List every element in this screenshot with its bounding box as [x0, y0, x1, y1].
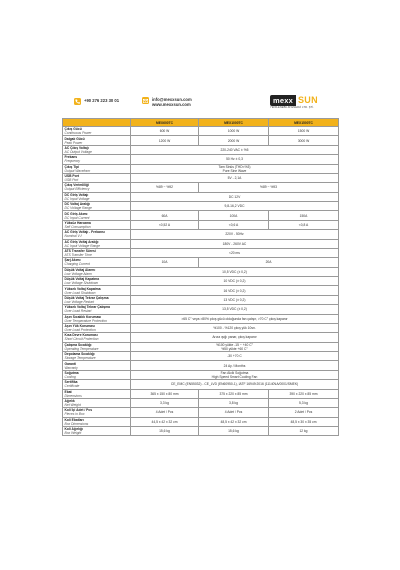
spec-value: <0,8 A: [269, 220, 339, 229]
spec-value: %100 yükte -15 ~ +40 C° %50 yükte +60 C°: [131, 342, 339, 351]
spec-label-en: Net Weight: [64, 403, 81, 408]
spec-value: Tam Sinüs (THD<%3) Pure Sine Wave: [131, 164, 339, 173]
spec-row: [63, 183, 339, 192]
spec-row: [63, 192, 339, 201]
spec-value: 48,5 x 30 x 35 cm: [269, 417, 339, 426]
spec-label-en: Over Load Shutdown: [64, 290, 96, 295]
spec-row: [63, 248, 339, 257]
spec-value: %89 ~ %92: [131, 183, 199, 192]
spec-label: [63, 352, 131, 361]
spec-value: 100A: [199, 211, 269, 220]
spec-row: [63, 361, 339, 370]
spec-label: [63, 127, 131, 136]
spec-row: [63, 239, 339, 248]
logo-sun: SUN: [297, 95, 318, 105]
spec-row: [63, 202, 339, 211]
spec-label: [63, 295, 131, 304]
spec-label-tr: Çıkış Tipi: [64, 164, 80, 169]
spec-value: 4 Adet / Pcs: [199, 408, 269, 417]
spec-value: <0,52 A: [131, 220, 199, 229]
envelope-icon: [142, 97, 149, 104]
spec-label-en: Over Load Protection: [64, 328, 96, 333]
model-header: MEX1500TC: [269, 119, 339, 127]
spec-label-en: Output Efficiency: [64, 187, 90, 192]
spec-value: 150A: [269, 211, 339, 220]
spec-row: [63, 155, 339, 164]
spec-value: %100 - %120 çıkış yük 10sn.: [131, 323, 339, 332]
spec-value: 10,5 VDC (± 0,2): [131, 267, 339, 276]
spec-value: 600 W: [131, 127, 199, 136]
spec-value: 13 VDC (± 0,2): [131, 295, 339, 304]
spec-label-en: DC Input Current: [64, 215, 90, 220]
spec-row: [63, 295, 339, 304]
spec-label-en: Dimensions: [64, 393, 82, 398]
spec-label-tr: Ağırlık: [64, 399, 75, 404]
spec-label-tr: Kısa Devre Koruması: [64, 333, 98, 338]
spec-value: Arıza ışığı yanar, çıkış kapanır: [131, 333, 339, 342]
spec-value: 48,5 x 42 x 32 cm: [199, 417, 269, 426]
spec-label: [63, 380, 131, 389]
spec-value: 15,6 kg: [199, 427, 269, 436]
spec-row: [63, 314, 339, 323]
spec-value: 13,5 VDC (± 0,2): [131, 305, 339, 314]
spec-label-en: DC Voltage Range: [64, 206, 92, 211]
spec-value: 375 x 220 x 85 mm: [199, 389, 269, 398]
spec-label-tr: DC Giriş Voltajı: [64, 192, 89, 197]
spec-value: >65 C° veya >80% çıkış gücü olduğunda fan çalışır, >70 C° çıkış kapanır: [131, 314, 339, 323]
spec-label-tr: Ebat: [64, 389, 72, 394]
spec-value: 3,8 kg: [199, 398, 269, 407]
spec-row: [63, 173, 339, 182]
web-contact: [142, 97, 192, 107]
spec-value: 3,3 kg: [131, 398, 199, 407]
spec-label-tr: Yüksüz Harcama: [64, 220, 91, 225]
spec-value: 1000 W: [199, 127, 269, 136]
spec-label-en: Warranty: [64, 365, 78, 370]
spec-value: 16 VDC (± 0,2): [131, 286, 339, 295]
spec-label-en: Low Voltage Restart: [64, 299, 95, 304]
spec-label-tr: Garanti: [64, 361, 77, 366]
logo-subtitle: YENİLENEBİLİR ENERJİ LTD. ŞTİ.: [270, 106, 314, 109]
spec-label: [63, 389, 131, 398]
spec-value: <0,6 A: [199, 220, 269, 229]
spec-value: %89 ~ %93: [199, 183, 339, 192]
spec-label: [63, 155, 131, 164]
spec-label: [63, 164, 131, 173]
spec-value: 1500 W: [269, 127, 339, 136]
spec-row: [63, 333, 339, 342]
spec-row: [63, 145, 339, 154]
spec-value: 390 x 220 x 85 mm: [269, 389, 339, 398]
spec-label: [63, 305, 131, 314]
spec-label-tr: Koli Ağırlığı: [64, 427, 83, 432]
spec-row: [63, 408, 339, 417]
spec-label: [63, 427, 131, 436]
spec-label-en: Storage Temperature: [64, 356, 96, 361]
spec-value: 220-240 VAC ± %5: [131, 145, 339, 154]
spec-row: [63, 305, 339, 314]
spec-label-en: Low Voltage Alarm: [64, 271, 92, 276]
spec-value: 15,6 kg: [131, 427, 199, 436]
spec-value: 365 x 150 x 80 mm: [131, 389, 199, 398]
spec-label-en: Operating Temperature: [64, 346, 99, 351]
spec-label-tr: Düşük Voltaj Kapatma: [64, 277, 100, 282]
spec-label-en: DC Input Voltage: [64, 196, 90, 201]
spec-label-en: Continuous Power: [64, 131, 92, 136]
spec-label: [63, 220, 131, 229]
spec-label: [63, 408, 131, 417]
spec-label-tr: USB Port: [64, 174, 79, 179]
spec-label-en: Short Circuit Protection: [64, 337, 99, 342]
spec-label-tr: Düşük Voltaj Tekrar Çalışma: [64, 295, 109, 300]
spec-row: [63, 127, 339, 136]
spec-label-tr: Frekans: [64, 155, 78, 160]
spec-label-en: Box Weight: [64, 431, 82, 436]
spec-value: 5,3 kg: [269, 398, 339, 407]
spec-label-tr: AC Giriş Voltaj Aralığı: [64, 239, 99, 244]
spec-value: 12 kg: [269, 427, 339, 436]
spec-label-en: Frequency: [64, 159, 81, 164]
spec-label: [63, 230, 131, 239]
spec-value: 4 Adet / Pcs: [131, 408, 199, 417]
spec-label-en: Certificate: [64, 384, 80, 389]
spec-value: 50 Hz ± 0,3: [131, 155, 339, 164]
spec-label: [63, 258, 131, 267]
spec-label-tr: Aşırı Sıcaklık Koruması: [64, 314, 102, 319]
spec-label-en: Over Temperature Protection: [64, 318, 107, 323]
spec-value: 2000 W: [199, 136, 269, 145]
spec-label-tr: Yüksek Voltaj Kapatma: [64, 286, 101, 291]
spec-label-tr: Koli Ebatları: [64, 417, 84, 422]
spec-label: [63, 248, 131, 257]
spec-label-tr: Koli İçi Adet / Pcs: [64, 408, 93, 413]
spec-label-tr: Depolama Sıcaklığı: [64, 352, 95, 357]
spec-value: 20A: [199, 258, 339, 267]
spec-label-en: Self Consumption: [64, 224, 91, 229]
phone-number[interactable]: +90 276 223 30 01: [84, 98, 120, 103]
spec-row: [63, 342, 339, 351]
spec-value: 3000 W: [269, 136, 339, 145]
spec-label-en: Pieces in Box: [64, 412, 85, 417]
spec-label-tr: ATS Transfer Süresi: [64, 249, 96, 254]
spec-label-tr: Çıkış Gücü: [64, 127, 82, 132]
spec-label-tr: Çalışma Sıcaklığı: [64, 342, 92, 347]
spec-row: [63, 211, 339, 220]
spec-label: [63, 136, 131, 145]
spec-row: [63, 220, 339, 229]
spec-label-tr: DC Giriş Akımı: [64, 211, 88, 216]
spec-label-en: Peak Power: [64, 140, 83, 145]
spec-label: [63, 145, 131, 154]
spec-label: [63, 267, 131, 276]
spec-label-en: AC Input Voltage Range: [64, 243, 100, 248]
spec-label: [63, 183, 131, 192]
spec-label-tr: Yüksek Voltaj Tekrar Çalışma: [64, 305, 111, 310]
spec-label: [63, 361, 131, 370]
spec-label-tr: Şarj Akımı: [64, 258, 81, 263]
spec-label-en: Nominal V-f: [64, 234, 82, 239]
email-link[interactable]: info@mexxsun.com: [152, 97, 192, 102]
logo-mexx: mexx: [270, 95, 296, 106]
spec-label: [63, 323, 131, 332]
spec-row: [63, 230, 339, 239]
spec-value: 220V - 50Hz: [131, 230, 339, 239]
spec-label-tr: Dalgalı Gücü: [64, 136, 85, 141]
spec-label: [63, 417, 131, 426]
spec-label: [63, 342, 131, 351]
spec-label-tr: AC Giriş Voltajı - Frekansı: [64, 230, 105, 235]
spec-value: 10 VDC (± 0,2): [131, 277, 339, 286]
spec-value: 1200 W: [131, 136, 199, 145]
spec-value: 10A: [131, 258, 199, 267]
spec-label: [63, 286, 131, 295]
spec-label: [63, 239, 131, 248]
spec-label-tr: Sertifika: [64, 380, 78, 385]
spec-label-tr: Çıkış Verimliliği: [64, 183, 89, 188]
spec-value: <20 ms: [131, 248, 339, 257]
spec-row: [63, 370, 339, 379]
spec-label: [63, 277, 131, 286]
spec-label: [63, 211, 131, 220]
spec-label-en: ATS Transfer Time: [64, 253, 92, 258]
spec-row: [63, 427, 339, 436]
spec-value: 9,8-16,2 VDC: [131, 202, 339, 211]
website-link[interactable]: www.mexxsun.com: [152, 102, 191, 107]
spec-row: [63, 380, 339, 389]
spec-row: [63, 267, 339, 276]
spec-value: 180V - 260V AC: [131, 239, 339, 248]
spec-value: 24 Ay / Months: [131, 361, 339, 370]
spec-value: DC 12V: [131, 192, 339, 201]
spec-label-en: Over Load Restart: [64, 309, 92, 314]
spec-table: [62, 118, 339, 436]
spec-value: 5V - 2,1A: [131, 173, 339, 182]
spec-value: 44,5 x 42 x 32 cm: [131, 417, 199, 426]
model-header: MEX1000TC: [199, 119, 269, 127]
spec-row: [63, 398, 339, 407]
spec-label: [63, 370, 131, 379]
spec-label-tr: Aşırı Yük Koruması: [64, 324, 95, 329]
spec-row: [63, 136, 339, 145]
document-header: [62, 95, 338, 113]
spec-row: [63, 258, 339, 267]
spec-row: [63, 417, 339, 426]
phone-icon: [74, 98, 81, 105]
spec-header-row: [63, 119, 339, 127]
spec-label-en: AC Output Voltage: [64, 149, 92, 154]
spec-value: CE_EMC (EN55032) - CE_LVD (EN60950-1), IATF 16949:2016 (11140\IA/0001/SMEK): [131, 380, 339, 389]
spec-label: [63, 398, 131, 407]
spec-value: 2 Adet / Pcs: [269, 408, 339, 417]
spec-row: [63, 352, 339, 361]
spec-label: [63, 202, 131, 211]
company-logo: [270, 95, 338, 113]
spec-row: [63, 323, 339, 332]
spec-value: 60A: [131, 211, 199, 220]
spec-label-tr: DC Voltaj Aralığı: [64, 202, 90, 207]
spec-label-en: USB Port: [64, 178, 79, 183]
spec-label: [63, 333, 131, 342]
spec-label: [63, 314, 131, 323]
spec-label-en: Cooling: [64, 374, 76, 379]
spec-label-en: Output Waveform: [64, 168, 91, 173]
spec-label-en: Box Dimensions: [64, 421, 89, 426]
spec-label-tr: Düşük Voltaj Alarmı: [64, 267, 96, 272]
spec-label: [63, 192, 131, 201]
spec-value: Fan Akıllı Soğutma High Speed Smart Cooling Fan: [131, 370, 339, 379]
spec-label-tr: Soğutma: [64, 370, 79, 375]
spec-label-en: Charging Current: [64, 262, 90, 267]
spec-row: [63, 389, 339, 398]
spec-row: [63, 277, 339, 286]
spec-value: -30 +70 C: [131, 352, 339, 361]
spec-row: [63, 286, 339, 295]
model-header: MEX600TC: [131, 119, 199, 127]
header-blank-cell: [63, 119, 131, 127]
spec-label-tr: AC Çıkış Voltajı: [64, 145, 89, 150]
phone-contact: [74, 98, 119, 105]
spec-row: [63, 164, 339, 173]
spec-label-en: Low Voltage Shutdown: [64, 281, 99, 286]
spec-label: [63, 173, 131, 182]
